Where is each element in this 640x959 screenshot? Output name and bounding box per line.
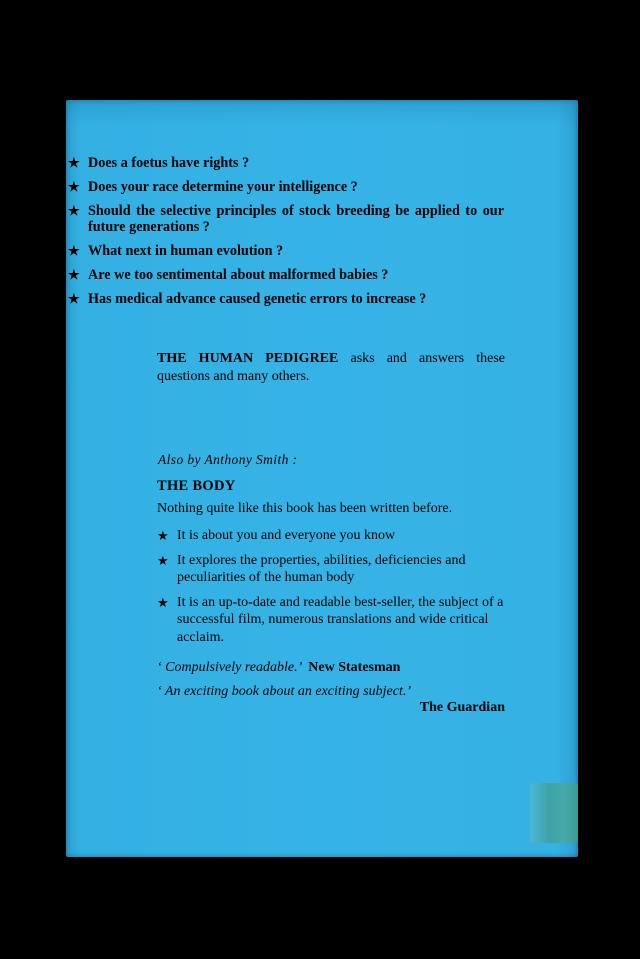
list-item: ★ It is about you and everyone you know <box>157 528 396 543</box>
list-item: ★ What next in human evolution ? <box>68 243 284 260</box>
list-item: ★ Should the selective principles of stock breeding be applied to our future generations ? <box>68 202 504 236</box>
star-icon: ★ <box>68 202 80 218</box>
review-quote: ‘ An exciting book about an exciting subject.’ <box>157 684 412 699</box>
intro-paragraph: THE HUMAN PEDIGREE asks and answers these questions and many others. <box>157 351 506 384</box>
star-icon: ★ <box>68 290 80 306</box>
review-source: New Statesman <box>308 660 401 675</box>
also-by-heading: Also by Anthony Smith : <box>158 452 298 467</box>
list-item: ★ Does your race determine your intelligence ? <box>68 178 358 195</box>
star-icon: ★ <box>157 528 169 543</box>
list-item: ★ Has medical advance caused genetic errors to increase ? <box>68 290 427 307</box>
star-icon: ★ <box>68 267 80 283</box>
other-book-title: THE BODY <box>157 478 236 494</box>
star-icon: ★ <box>157 594 169 610</box>
star-icon: ★ <box>68 155 80 170</box>
star-icon: ★ <box>68 178 80 194</box>
cover-edge-wear <box>530 783 578 843</box>
question-list <box>68 155 504 315</box>
star-icon: ★ <box>157 552 169 568</box>
book-name: THE HUMAN PEDIGREE <box>157 351 339 366</box>
list-item: ★ It is an up-to-date and readable best-seller, the subject of a successful film, numerous translations and wide critical acclaim. <box>157 594 504 645</box>
review-quote: ‘ Compulsively readable.’ New Statesman <box>157 660 401 675</box>
review-source: The Guardian <box>419 700 505 715</box>
list-item: ★ Are we too sentimental about malformed babies ? <box>68 267 389 284</box>
book-points-list <box>157 527 505 653</box>
cover-top-wear <box>66 100 578 126</box>
other-book-description: Nothing quite like this book has been written before. <box>157 501 453 516</box>
list-item: ★ Does a foetus have rights ? <box>68 155 250 171</box>
list-item: ★ It explores the properties, abilities, deficiencies and peculiarities of the human body <box>157 552 466 585</box>
star-icon: ★ <box>68 243 80 259</box>
